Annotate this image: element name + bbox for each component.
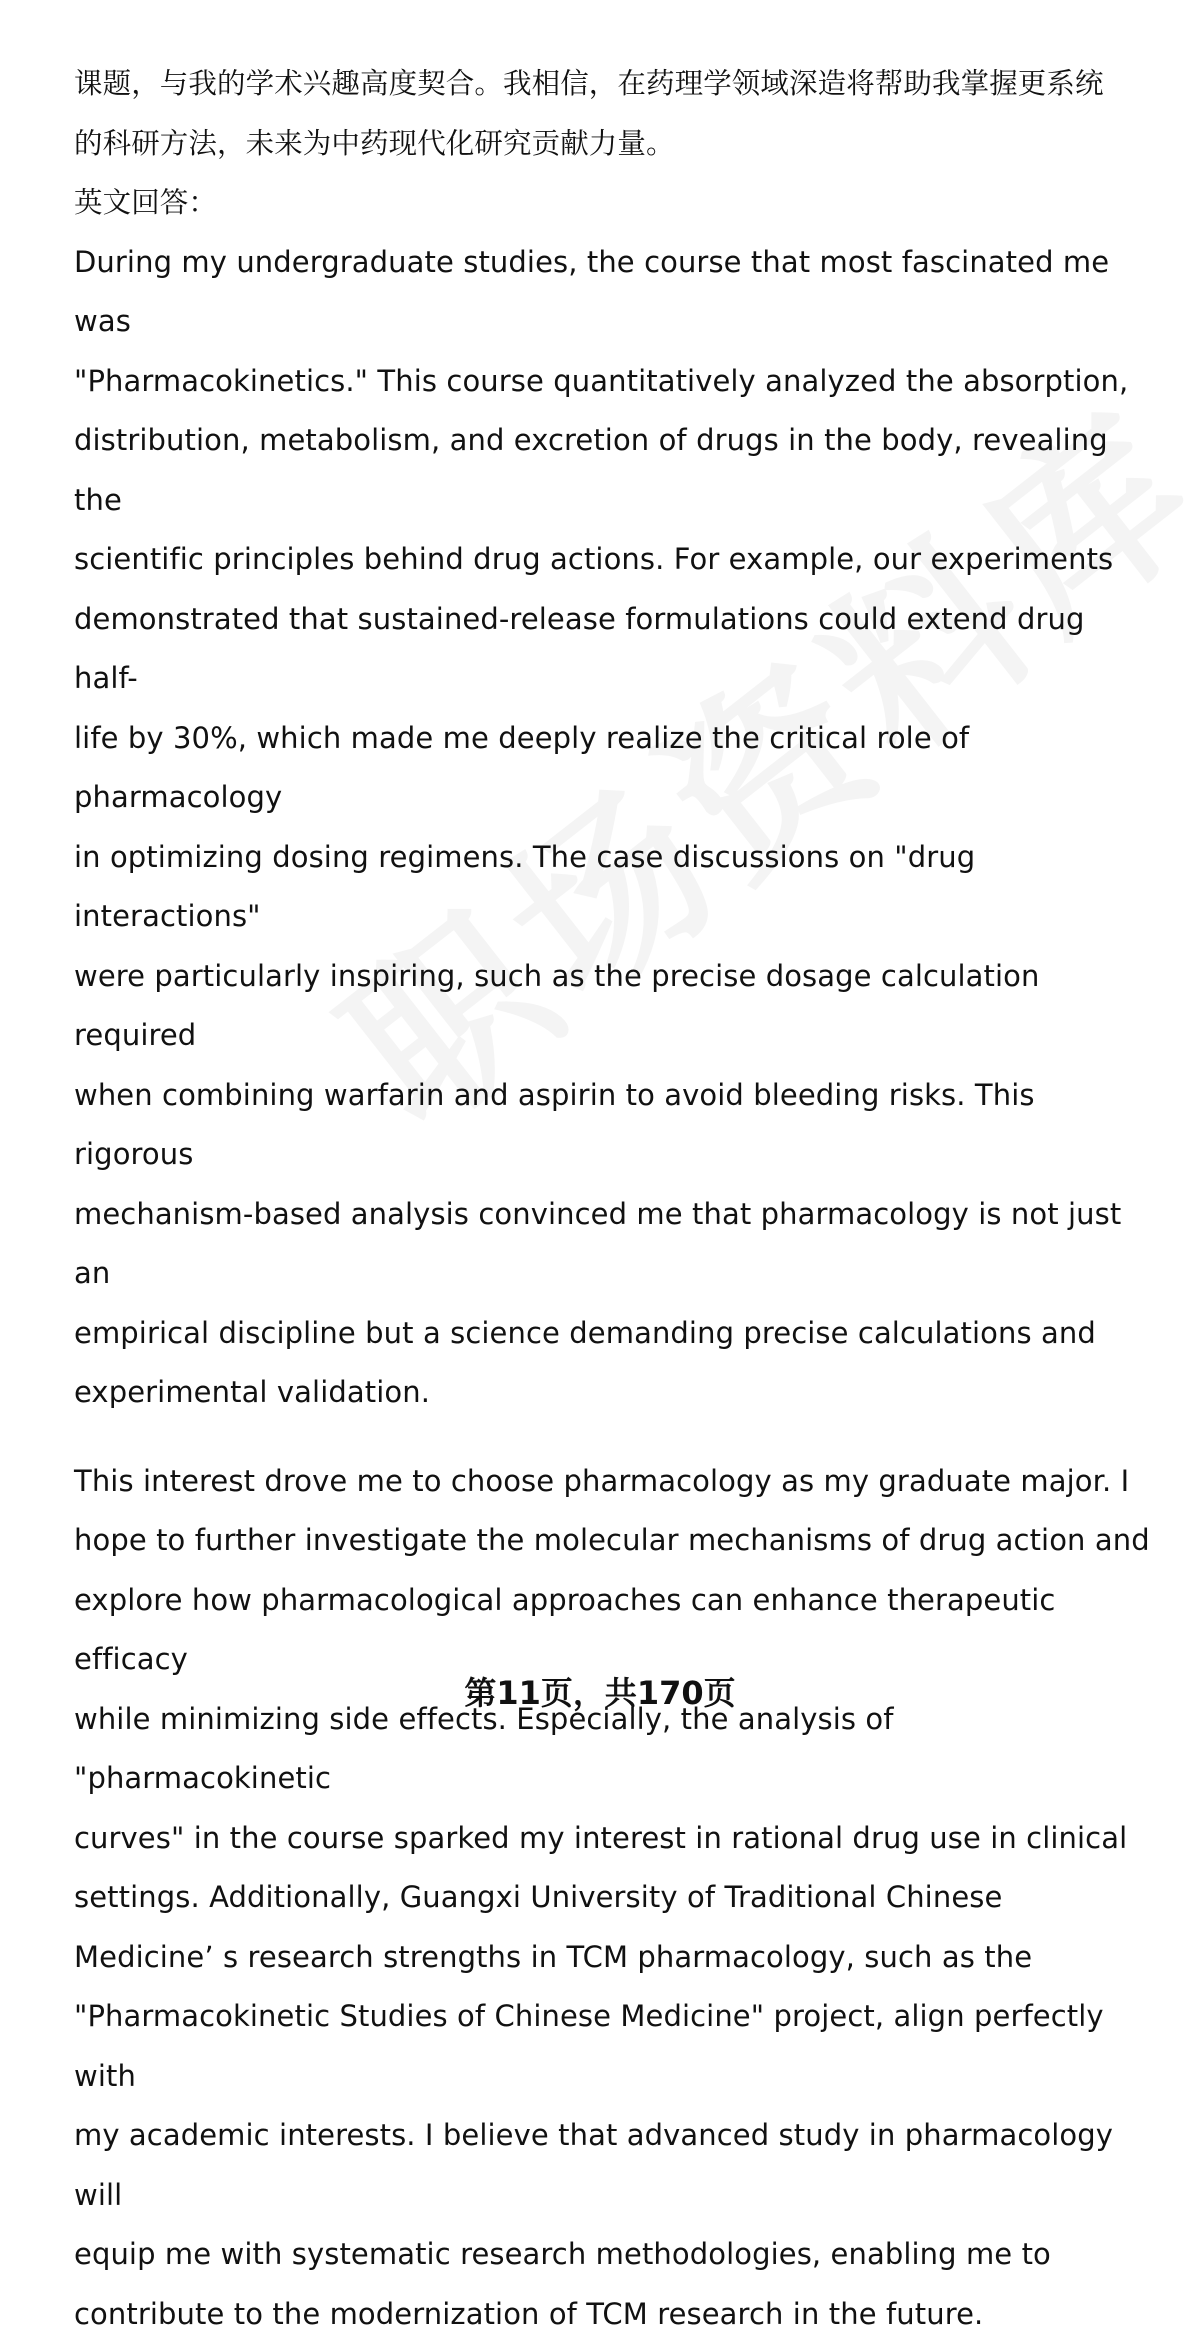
english-answer-heading: 英文回答： — [74, 173, 1154, 233]
english-paragraph-1: During my undergraduate studies, the course that most fascinated me was "Pharmacokinetics." This course quantitatively analyzed the absorption, distribution, metabolism, and excretion of drugs in the body, revealing the scientific principles behind drug actions. For example, our experiments demonstrated that sustained-release formulations could extend drug half- life by 30%, which made me deeply realize the critical role of pharmacology in optimizing dosing regimens. The case discussions on "drug interactions" were particularly inspiring, such as the precise dosage calculation required when combining warfarin and aspirin to avoid bleeding risks. This rigorous mechanism-based analysis convinced me that pharmacology is not just an empirical discipline but a science demanding precise calculations and experimental validation. — [74, 233, 1154, 1423]
document-body — [74, 54, 1154, 2344]
chinese-paragraph-end: 课题，与我的学术兴趣高度契合。我相信，在药理学领域深造将帮助我掌握更系统 的科研方法，未来为中药现代化研究贡献力量。 — [74, 54, 1154, 173]
page-number: 第11页，共170页 — [0, 1668, 1200, 1714]
english-paragraph-2: This interest drove me to choose pharmacology as my graduate major. I hope to further investigate the molecular mechanisms of drug action and explore how pharmacological approaches can enhance therapeutic efficacy while minimizing side effects. Especially, the analysis of "pharmacokinetic curves" in the course sparked my interest in rational drug use in clinical settings. Additionally, Guangxi University of Traditional Chinese Medicine’ s research strengths in TCM pharmacology, such as the "Pharmacokinetic Studies of Chinese Medicine" project, align perfectly with my academic interests. I believe that advanced study in pharmacology will equip me with systematic research methodologies, enabling me to contribute to the modernization of TCM research in the future. — [74, 1452, 1154, 2344]
